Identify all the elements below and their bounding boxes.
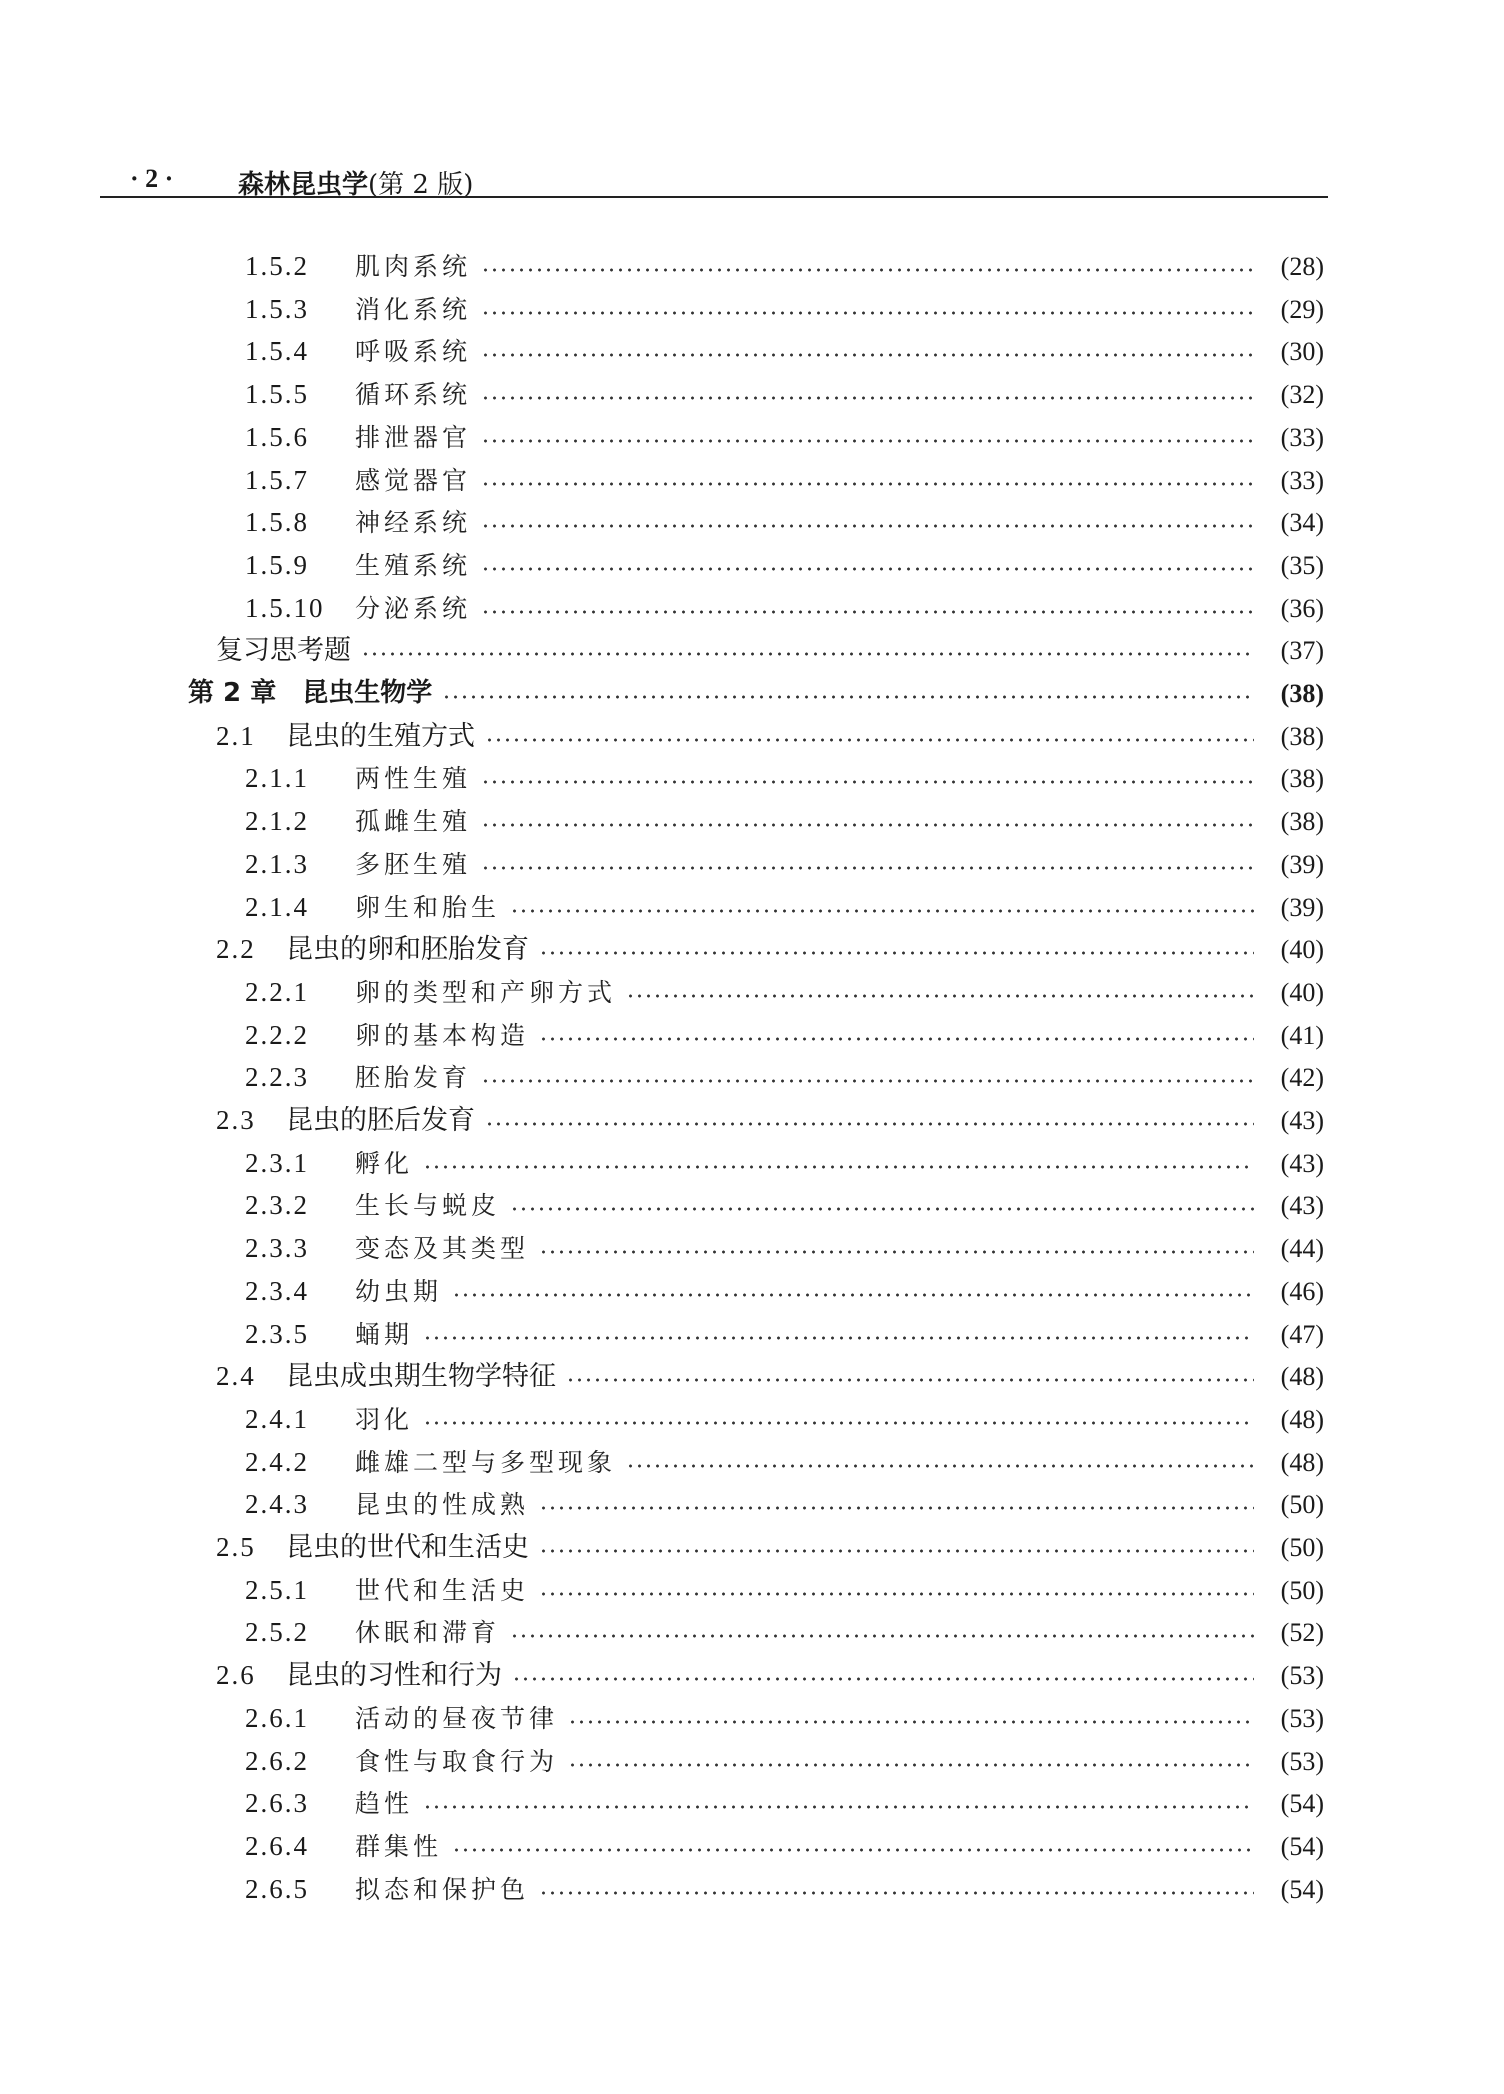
toc-entry-page: (29) — [1280, 295, 1324, 324]
toc-entry-page: (54) — [1280, 1832, 1324, 1861]
book-title — [238, 164, 473, 201]
dot-leader — [566, 1378, 1254, 1382]
dot-leader — [481, 567, 1254, 571]
dot-leader — [481, 482, 1254, 486]
toc-entry[interactable] — [245, 1569, 1324, 1612]
toc-entry-title: 群集性 — [355, 1832, 443, 1861]
toc-entry-page: (43) — [1280, 1191, 1324, 1220]
toc-entry-number: 2.1.3 — [245, 849, 309, 879]
dot-leader — [481, 610, 1254, 614]
toc-entry-title: 食性与取食行为 — [355, 1747, 559, 1776]
toc-entry-title: 卵的类型和产卵方式 — [355, 978, 617, 1007]
toc-entry-page: (54) — [1280, 1789, 1324, 1818]
toc-entry[interactable] — [245, 416, 1324, 459]
toc-entry[interactable] — [245, 1398, 1324, 1441]
toc-entry-number: 1.5.8 — [245, 507, 309, 537]
toc-entry-page: (39) — [1280, 893, 1324, 922]
toc-entry-number: 2.5.1 — [245, 1575, 309, 1605]
toc-entry-number: 2.6.2 — [245, 1746, 309, 1776]
toc-entry-page: (47) — [1280, 1320, 1324, 1349]
toc-entry-page: (46) — [1280, 1277, 1324, 1306]
running-header — [100, 160, 1328, 198]
dot-leader — [423, 1336, 1254, 1340]
toc-entry[interactable] — [245, 1142, 1324, 1185]
toc-entry-page: (50) — [1280, 1576, 1324, 1605]
toc-entry-number: 2.1 — [216, 721, 256, 751]
toc-entry-title: 变态及其类型 — [355, 1234, 530, 1263]
toc-entry-page: (38) — [1280, 722, 1324, 751]
toc-entry-title: 多胚生殖 — [355, 850, 472, 879]
toc-entry-number: 2.2 — [216, 934, 256, 964]
toc-entry[interactable] — [245, 1313, 1324, 1356]
toc-entry-number: 2.1.1 — [245, 763, 309, 793]
dot-leader — [481, 524, 1254, 528]
toc-entry[interactable] — [245, 459, 1324, 502]
toc-entry-page: (53) — [1280, 1704, 1324, 1733]
toc-entry-number: 2.4 — [216, 1361, 256, 1391]
toc-entry-page: (38) — [1280, 764, 1324, 793]
toc-entry-number: 2.2.3 — [245, 1062, 309, 1092]
dot-leader — [626, 994, 1254, 998]
toc-entry-page: (50) — [1280, 1490, 1324, 1519]
dot-leader — [512, 1677, 1254, 1681]
toc-entry-number: 1.5.3 — [245, 294, 309, 324]
toc-entry-number: 2.6.1 — [245, 1703, 309, 1733]
toc-entry-page: (52) — [1280, 1618, 1324, 1647]
toc-entry[interactable] — [245, 1441, 1324, 1484]
toc-entry-page: (33) — [1280, 423, 1324, 452]
toc-entry-title: 孤雌生殖 — [355, 807, 472, 836]
toc-entry[interactable] — [245, 1014, 1324, 1057]
toc-entry-title: 世代和生活史 — [355, 1576, 530, 1605]
toc-entry-number: 2.3 — [216, 1105, 256, 1135]
dot-leader — [539, 951, 1254, 955]
toc-entry-number: 2.3.3 — [245, 1233, 309, 1263]
toc-entry-page: (43) — [1280, 1149, 1324, 1178]
dot-leader — [481, 353, 1254, 357]
toc-entry[interactable] — [245, 1227, 1324, 1270]
toc-entry-title: 雌雄二型与多型现象 — [355, 1448, 617, 1477]
toc-entry-title: 循环系统 — [355, 380, 472, 409]
toc-entry-title: 昆虫的胚后发育 — [286, 1105, 475, 1136]
toc-entry-title: 生殖系统 — [355, 551, 472, 580]
toc-entry-title: 呼吸系统 — [355, 337, 472, 366]
toc-entry-number: 第 2 章 — [188, 678, 277, 708]
toc-entry[interactable] — [245, 971, 1324, 1014]
toc-entry[interactable] — [245, 373, 1324, 416]
dot-leader — [452, 1848, 1254, 1852]
dot-leader — [481, 396, 1254, 400]
toc-entry[interactable] — [245, 1697, 1324, 1740]
toc-entry-number: 1.5.7 — [245, 465, 309, 495]
toc-entry[interactable] — [216, 1526, 1324, 1569]
toc-entry-page: (33) — [1280, 466, 1324, 495]
toc-entry-page: (53) — [1280, 1661, 1324, 1690]
dot-leader — [539, 1549, 1254, 1553]
toc-entry-title: 感觉器官 — [355, 466, 472, 495]
toc-entry[interactable] — [245, 544, 1324, 587]
toc-entry-number: 1.5.9 — [245, 550, 309, 580]
toc-entry-page: (30) — [1280, 337, 1324, 366]
dot-leader — [361, 652, 1254, 656]
toc-entry-number: 1.5.10 — [245, 593, 325, 623]
toc-entry-title: 孵化 — [355, 1149, 414, 1178]
toc-entry-title: 昆虫的生殖方式 — [286, 721, 475, 752]
toc-entry-number: 2.2.2 — [245, 1020, 309, 1050]
toc-entry-number: 1.5.6 — [245, 422, 309, 452]
page-number: · 2 · — [130, 164, 174, 193]
toc-entry-title: 蛹期 — [355, 1320, 414, 1349]
toc-entry[interactable] — [245, 843, 1324, 886]
toc-entry-page: (48) — [1280, 1405, 1324, 1434]
dot-leader — [485, 1122, 1254, 1126]
dot-leader — [442, 695, 1254, 699]
dot-leader — [423, 1805, 1254, 1809]
dot-leader — [481, 439, 1254, 443]
dot-leader — [481, 1079, 1254, 1083]
toc-entry-page: (48) — [1280, 1448, 1324, 1477]
toc-entry-number: 2.4.2 — [245, 1447, 309, 1477]
toc-entry-title: 昆虫的性成熟 — [355, 1490, 530, 1519]
toc-entry-number: 2.6.5 — [245, 1874, 309, 1904]
toc-entry-title: 活动的昼夜节律 — [355, 1704, 559, 1733]
toc-entry[interactable] — [245, 757, 1324, 800]
toc-entry-title: 休眠和滞育 — [355, 1618, 501, 1647]
dot-leader — [481, 866, 1254, 870]
toc-entry-number: 1.5.5 — [245, 379, 309, 409]
toc-entry-page: (36) — [1280, 594, 1324, 623]
dot-leader — [452, 1293, 1254, 1297]
toc-entry-page: (44) — [1280, 1234, 1324, 1263]
toc-entry-title: 幼虫期 — [355, 1277, 443, 1306]
toc-entry-page: (41) — [1280, 1021, 1324, 1050]
dot-leader — [510, 909, 1254, 913]
toc-entry-number: 2.3.5 — [245, 1319, 309, 1349]
toc-entry-title: 昆虫生物学 — [302, 678, 433, 708]
toc-entry[interactable] — [245, 1740, 1324, 1783]
toc-entry[interactable] — [245, 587, 1324, 630]
toc-entry[interactable] — [245, 501, 1324, 544]
toc-entry-title: 肌肉系统 — [355, 252, 472, 281]
toc-entry-title: 两性生殖 — [355, 764, 472, 793]
toc-entry-page: (40) — [1280, 935, 1324, 964]
toc-entry-number: 2.3.2 — [245, 1190, 309, 1220]
toc-entry-number: 2.5.2 — [245, 1617, 309, 1647]
toc-entry-title: 分泌系统 — [355, 594, 472, 623]
dot-leader — [568, 1763, 1254, 1767]
toc-entry-page: (37) — [1280, 636, 1324, 665]
toc-entry[interactable] — [216, 1099, 1324, 1142]
toc-entry[interactable] — [245, 1782, 1324, 1825]
toc-entry-page: (43) — [1280, 1106, 1324, 1135]
dot-leader — [539, 1891, 1254, 1895]
toc-entry-title: 复习思考题 — [216, 635, 351, 666]
toc-entry-title: 羽化 — [355, 1405, 414, 1434]
dot-leader — [626, 1464, 1254, 1468]
toc-entry[interactable] — [216, 1355, 1324, 1398]
toc-entry-number: 2.6 — [216, 1660, 256, 1690]
toc-entry-page: (35) — [1280, 551, 1324, 580]
toc-entry-page: (38) — [1280, 679, 1324, 708]
dot-leader — [539, 1506, 1254, 1510]
toc-entry-number: 2.6.4 — [245, 1831, 309, 1861]
dot-leader — [423, 1165, 1254, 1169]
toc-entry-page: (34) — [1280, 508, 1324, 537]
dot-leader — [539, 1250, 1254, 1254]
dot-leader — [481, 780, 1254, 784]
toc-entry-title: 拟态和保护色 — [355, 1875, 530, 1904]
toc-entry[interactable] — [245, 1056, 1324, 1099]
toc-chapter-entry[interactable] — [188, 672, 1324, 715]
toc-entry[interactable] — [245, 1825, 1324, 1868]
dot-leader — [510, 1634, 1254, 1638]
toc-entry-page: (42) — [1280, 1063, 1324, 1092]
toc-entry[interactable] — [245, 330, 1324, 373]
toc-entry-page: (38) — [1280, 807, 1324, 836]
toc-entry-page: (50) — [1280, 1533, 1324, 1562]
toc-entry[interactable] — [245, 288, 1324, 331]
toc-entry-number: 2.4.1 — [245, 1404, 309, 1434]
toc-entry-title: 昆虫的世代和生活史 — [286, 1532, 529, 1563]
dot-leader — [481, 268, 1254, 272]
toc-entry-number: 2.5 — [216, 1532, 256, 1562]
dot-leader — [481, 311, 1254, 315]
dot-leader — [539, 1037, 1254, 1041]
toc-entry-title: 消化系统 — [355, 295, 472, 324]
dot-leader — [423, 1421, 1254, 1425]
dot-leader — [539, 1592, 1254, 1596]
toc-entry[interactable] — [245, 800, 1324, 843]
toc-entry[interactable] — [216, 629, 1324, 672]
toc-entry-number: 1.5.4 — [245, 336, 309, 366]
toc-entry[interactable] — [245, 245, 1324, 288]
toc-entry-page: (48) — [1280, 1362, 1324, 1391]
toc-entry-page: (53) — [1280, 1747, 1324, 1776]
dot-leader — [481, 823, 1254, 827]
toc-entry-title: 排泄器官 — [355, 423, 472, 452]
toc-entry-page: (39) — [1280, 850, 1324, 879]
toc-entry[interactable] — [245, 1184, 1324, 1227]
toc-entry[interactable] — [216, 1654, 1324, 1697]
toc-entry-page: (28) — [1280, 252, 1324, 281]
toc-entry-page: (32) — [1280, 380, 1324, 409]
toc-entry-title: 昆虫的习性和行为 — [286, 1660, 502, 1691]
toc-entry-number: 1.5.2 — [245, 251, 309, 281]
toc-entry-title: 卵的基本构造 — [355, 1021, 530, 1050]
toc-entry-title: 昆虫成虫期生物学特征 — [286, 1361, 556, 1392]
toc-entry-title: 生长与蜕皮 — [355, 1191, 501, 1220]
toc-entry-title: 趋性 — [355, 1789, 414, 1818]
toc-entry[interactable] — [216, 928, 1324, 971]
toc-entry[interactable] — [245, 1270, 1324, 1313]
toc-entry-number: 2.3.1 — [245, 1148, 309, 1178]
toc-entry-page: (54) — [1280, 1875, 1324, 1904]
book-edition: (第 2 版) — [368, 170, 474, 200]
toc-entry-page: (40) — [1280, 978, 1324, 1007]
toc-entry[interactable] — [216, 715, 1324, 758]
toc-entry-number: 2.6.3 — [245, 1788, 309, 1818]
toc-entry-number: 2.2.1 — [245, 977, 309, 1007]
toc-entry[interactable] — [245, 1611, 1324, 1654]
toc-entry-number: 2.4.3 — [245, 1489, 309, 1519]
toc-entry-title: 胚胎发育 — [355, 1063, 472, 1092]
toc-entry-title: 卵生和胎生 — [355, 893, 501, 922]
book-title-main: 森林昆虫学 — [238, 170, 369, 200]
toc-entry-title: 神经系统 — [355, 508, 472, 537]
dot-leader — [485, 738, 1254, 742]
toc-entry[interactable] — [245, 1483, 1324, 1526]
toc-entry-number: 2.3.4 — [245, 1276, 309, 1306]
toc-entry-number: 2.1.4 — [245, 892, 309, 922]
toc-entry[interactable] — [245, 1868, 1324, 1911]
toc-entry[interactable] — [245, 886, 1324, 929]
toc-entry-title: 昆虫的卵和胚胎发育 — [286, 934, 529, 965]
toc-entry-number: 2.1.2 — [245, 806, 309, 836]
dot-leader — [568, 1720, 1254, 1724]
dot-leader — [510, 1207, 1254, 1211]
